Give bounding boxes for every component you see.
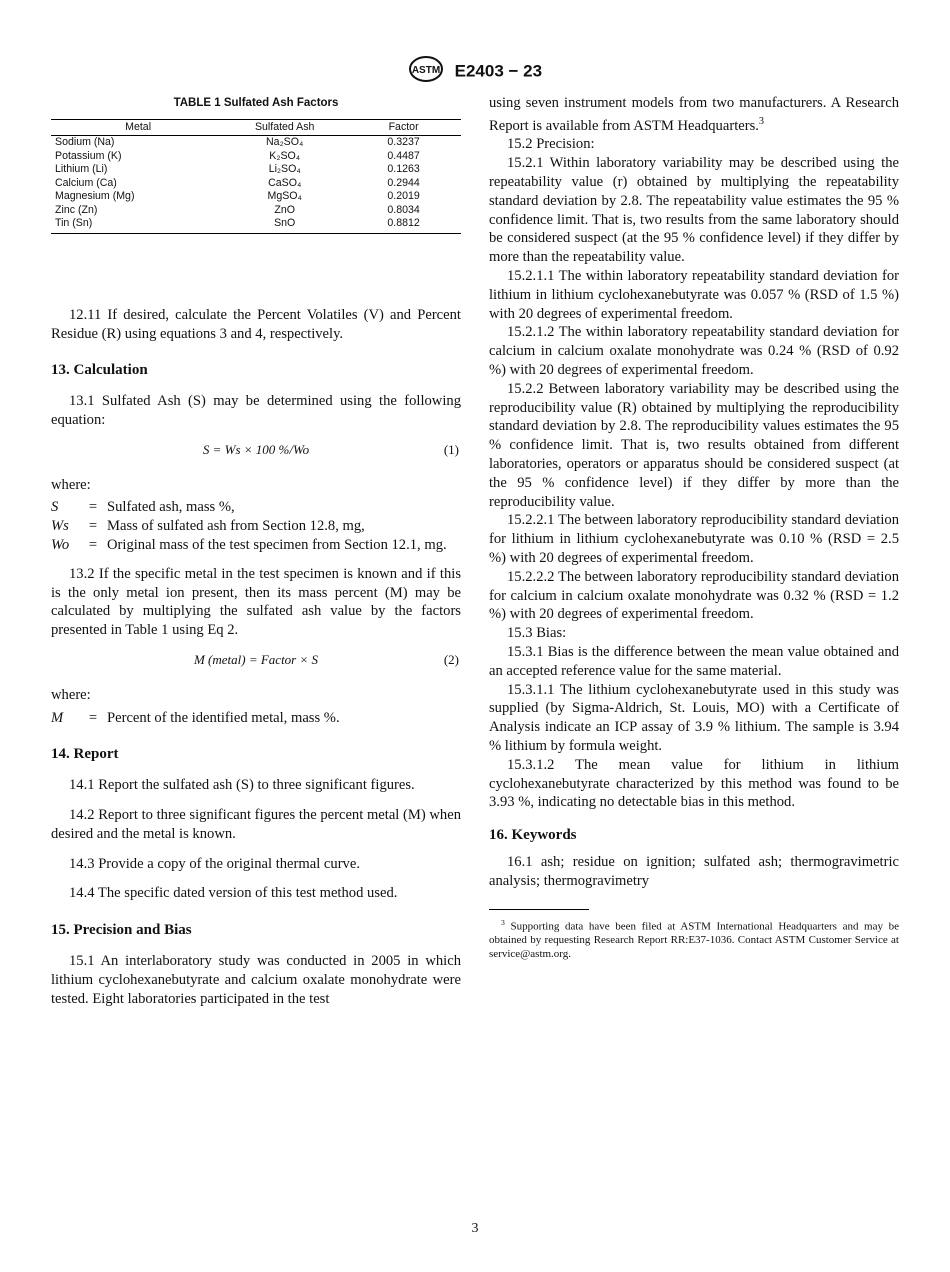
- section-16-heading: 16. Keywords: [489, 827, 577, 844]
- para-14-2: 14.2 Report to three significant figures the percent metal (M) when desired and the metal is known.: [51, 806, 461, 842]
- equation-2: [51, 651, 461, 670]
- section-13-heading: 13. Calculation: [51, 362, 148, 379]
- table-row: Zinc (Zn) ZnO 0.8034: [55, 203, 420, 216]
- astm-logo-icon: [408, 56, 444, 87]
- para-15-2-2-1: 15.2.2.1 The between laboratory reproducibility standard deviation for lithium in lithium cyclohexanebutyrate was 0.10 % (RSD = 2.5 %) with 20 degrees of experimental freedom.: [489, 512, 899, 566]
- para-14-1: 14.1 Report the sulfated ash (S) to three significant figures.: [69, 777, 415, 794]
- page-header: [0, 56, 950, 87]
- table1-title: TABLE 1 Sulfated Ash Factors: [173, 97, 339, 109]
- para-13-1: 13.1 Sulfated Ash (S) may be determined using the following equation:: [51, 393, 461, 428]
- footnote-rule: [489, 909, 589, 910]
- para-14-4: 14.4 The specific dated version of this test method used.: [69, 885, 398, 902]
- table-header-factor: Factor: [346, 119, 461, 136]
- table-row: Potassium (K) K₂SO₄ 0.4487: [55, 149, 420, 162]
- logo-text: ASTM: [411, 65, 441, 76]
- section-14-heading: 14. Report: [51, 746, 119, 763]
- table-row: Calcium (Ca) CaSO₄ 0.2944: [55, 176, 420, 189]
- table-row: Magnesium (Mg) MgSO₄ 0.2019: [55, 190, 420, 203]
- equation-1: [51, 441, 461, 460]
- para-12-11: 12.11 If desired, calculate the Percent Volatiles (V) and Percent Residue (R) using equations 3 and 4, respectively.: [51, 306, 461, 342]
- where-label: where:: [51, 476, 91, 493]
- page-number: 3: [471, 1221, 479, 1236]
- section-15-heading: 15. Precision and Bias: [51, 922, 192, 939]
- definition-item: M = Percent of the identified metal, mass %.: [51, 709, 340, 726]
- table1: [51, 119, 461, 234]
- para-15-1-continued: using seven instrument models from two manufacturers. A Research Report is available from ASTM Headquarters.$^3$: [489, 95, 899, 134]
- para-15-2-1: 15.2.1 Within laboratory variability may be described using the repeatability value (r) obtained by multiplying the repeatability standard deviation by 2.8. The repeatability value estimates the 95 % confidence limit. That is, two results from the same laboratory should be considered suspect (at the 95 % confidence level) if they differ by more than the repeatability value.: [489, 155, 899, 266]
- para-15-2-2: 15.2.2 Between laboratory variability may be described using the reproducibility value (R) obtained by multiplying the reproducibility standard deviation by 2.8. The reproducibility values estimates the 95 % confidence limit. That is, two results obtained from different laboratories, operators or apparatus should be considered suspect (at the 95 % confidence level) if they differ by more than the reproducibility value.: [489, 380, 899, 510]
- definitions-list-1: [51, 498, 461, 554]
- para-15-2: 15.2 Precision:: [507, 136, 595, 153]
- where-label-2: where:: [51, 686, 91, 703]
- equation-1-number: (1): [443, 441, 459, 457]
- table-row: Sodium (Na) Na₂SO₄ 0.3237: [55, 136, 420, 149]
- para-14-3: 14.3 Provide a copy of the original thermal curve.: [69, 855, 360, 872]
- footnote-text: Supporting data have been filed at ASTM International Headquarters and may be obtained by requesting Research Report RR:E37-1036. Contact ASTM Customer Service at service@astm.org.: [489, 920, 899, 961]
- table-header-metal: Metal: [51, 119, 223, 136]
- para-15-3-1-2: 15.3.1.2 The mean value for lithium in lithium cyclohexanebutyrate characterized by this method was found to be 3.93 %, indicating no detectable bias in this method.: [489, 756, 899, 811]
- equation-2-text: M (metal) = Factor × S: [193, 651, 319, 667]
- equation-1-text: S = Ws × 100 %/Wo: [202, 441, 310, 457]
- footnote-mark: 3: [501, 917, 505, 927]
- para-15-2-2-2: 15.2.2.2 The between laboratory reproducibility standard deviation for calcium in calcium oxalate monohydrate was 0.32 % (RSD = 1.2 %) with 20 degrees of experimental freedom.: [489, 568, 899, 623]
- definition-item: S = Sulfated ash, mass %,: [51, 499, 235, 516]
- para-16-1: 16.1 ash; residue on ignition; sulfated ash; thermogravimetric analysis; thermogravimetry: [489, 853, 899, 889]
- definition-item: Wo = Original mass of the test specimen from Section 12.1, mg.: [51, 536, 447, 553]
- right-column: [489, 94, 899, 961]
- para-15-3-1-1: 15.3.1.1 The lithium cyclohexanebutyrate used in this study was supplied (by Sigma-Aldrich, St. Louis, MO) with a Certificate of Analysis indicate an ICP assay of 3.9 % lithium. The sample is 3.94 % lithium by formula weight.: [489, 681, 899, 754]
- table-header-ash: Sulfated Ash: [223, 119, 346, 136]
- left-column: [51, 94, 461, 1019]
- para-15-2-1-2: 15.2.1.2 The within laboratory repeatability standard deviation for calcium in calcium oxalate monohydrate was 0.24 % (RSD of 0.92 %) with 20 degrees of experimental freedom.: [489, 324, 899, 379]
- standard-code: E2403 − 23: [454, 61, 543, 81]
- definition-item: Ws = Mass of sulfated ash from Section 12.8, mg,: [51, 518, 365, 535]
- equation-2-number: (2): [443, 651, 459, 667]
- footnote: [489, 916, 899, 962]
- para-15-3: 15.3 Bias:: [507, 625, 567, 642]
- para-15-3-1: 15.3.1 Bias is the difference between the mean value obtained and an accepted reference value for the same material.: [489, 643, 899, 679]
- table-row: Tin (Sn) SnO 0.8812: [51, 217, 461, 233]
- para-15-2-1-1: 15.2.1.1 The within laboratory repeatability standard deviation for lithium in lithium cyclohexanebutyrate was 0.057 % (RSD of 1.5 %) with 20 degrees of experimental freedom.: [489, 268, 899, 322]
- para-13-2: 13.2 If the specific metal in the test specimen is known and if this is the only metal ion present, then its mass percent (M) may be calculated by multiplying the sulfated ash value by the factors presented in Table 1 using Eq 2.: [51, 565, 461, 639]
- footnote-ref: 3: [758, 115, 765, 127]
- table-row: Lithium (Li) Li₂SO₄ 0.1263: [55, 163, 420, 176]
- definitions-list-2: [51, 709, 461, 728]
- para-15-1: 15.1 An interlaboratory study was conducted in 2005 in which lithium cyclohexanebutyrate and calcium oxalate monohydrate were tested. Eight laboratories participated in the test: [51, 952, 461, 1007]
